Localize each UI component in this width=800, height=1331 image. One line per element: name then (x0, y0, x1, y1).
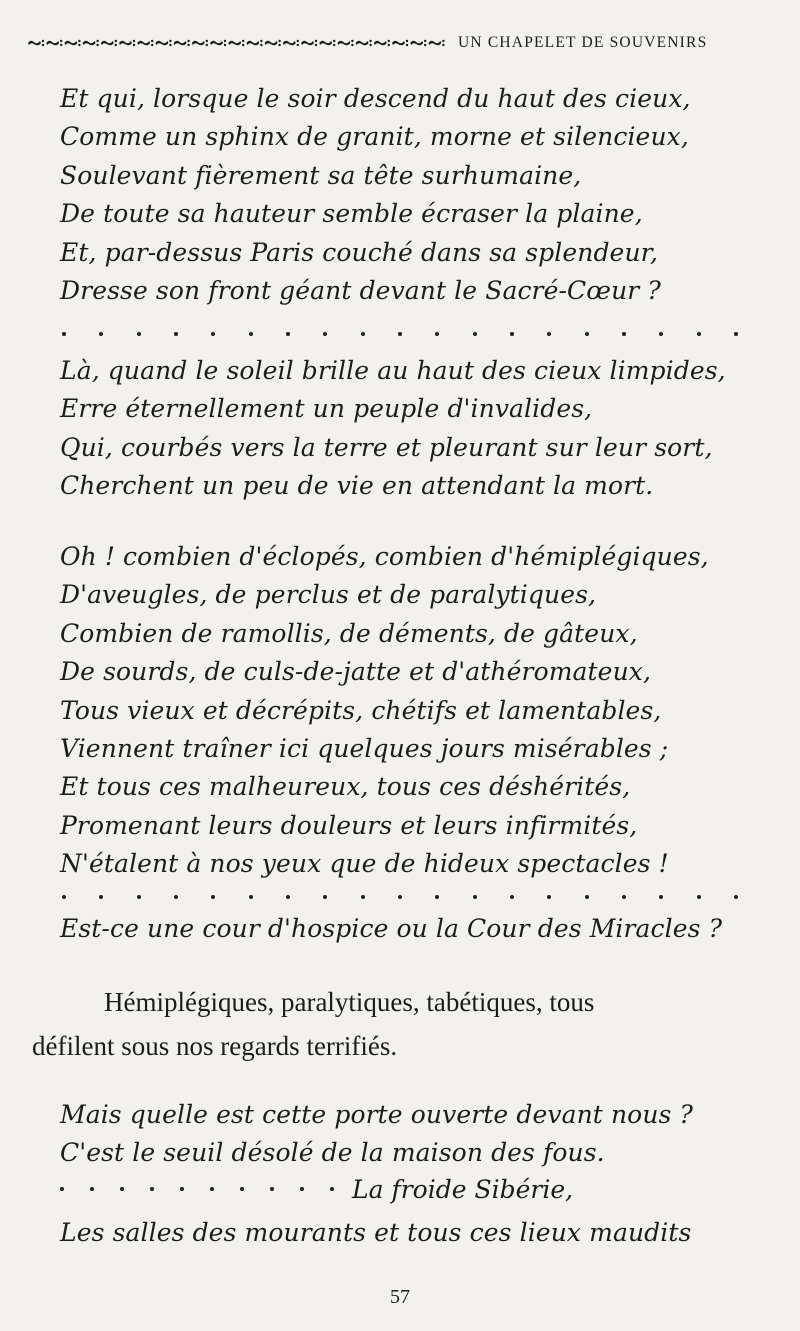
ellipsis-dot (180, 1187, 184, 1191)
ellipsis-dot (547, 895, 551, 899)
ellipsis-dot (323, 332, 327, 336)
ellipsis-dot (622, 332, 626, 336)
ellipsis-dot (659, 895, 663, 899)
ellipsis-dot (734, 332, 738, 336)
verse-line: Comme un sphinx de granit, morne et silencieux, (60, 122, 689, 152)
verse-line: Soulevant fièrement sa tête surhumaine, (60, 160, 582, 190)
ellipsis-dot (398, 332, 402, 336)
ellipsis-dot (270, 1187, 274, 1191)
ellipsis-dot (174, 895, 178, 899)
verse-line: Et, par-dessus Paris couché dans sa splendeur, (60, 237, 658, 267)
ellipsis-dot (435, 895, 439, 899)
verse-line: Là, quand le soleil brille au haut des cieux limpides, (60, 356, 726, 385)
page-header (28, 32, 768, 54)
verse-line: Et qui, lorsque le soir descend du haut des cieux, (60, 84, 691, 113)
verse-line: Mais quelle est cette porte ouverte devant nous ? (60, 1100, 694, 1129)
ellipsis-dot (510, 332, 514, 336)
ellipsis-dot (585, 895, 589, 899)
ellipsis-dot (286, 332, 290, 336)
ellipsis-dot (585, 332, 589, 336)
ellipsis-dot (137, 332, 141, 336)
verse-line: De sourds, de culs-de-jatte et d'athéromateux, (60, 657, 652, 687)
ellipsis-dot (286, 895, 290, 899)
verse-line: Oh ! combien d'éclopés, combien d'hémiplégiques, (60, 542, 709, 571)
ellipsis-dot (249, 895, 253, 899)
prose-paragraph (32, 980, 768, 1068)
ellipsis-row (62, 892, 738, 902)
ellipsis-dot (60, 1187, 64, 1191)
verse-line: Tous vieux et décrépits, chétifs et lamentables, (60, 695, 662, 725)
ellipsis-inline (60, 1187, 334, 1191)
prose-line: défilent sous nos regards terrifiés. (32, 1031, 398, 1061)
ellipsis-dot (210, 1187, 214, 1191)
ellipsis-dot (361, 332, 365, 336)
prose-line: Hémiplégiques, paralytiques, tabétiques, tous (104, 987, 595, 1017)
stanza-3 (60, 538, 709, 884)
verse-line: Qui, courbés vers la terre et pleurant sur leur sort, (60, 432, 713, 462)
verse-line: Promenant leurs douleurs et leurs infirmités, (60, 810, 638, 840)
ellipsis-dot (435, 332, 439, 336)
verse-line: Cherchent un peu de vie en attendant la mort. (60, 471, 654, 501)
verse-line: Est-ce une cour d'hospice ou la Cour des Miracles ? (60, 914, 723, 943)
stanza-1 (60, 80, 691, 310)
verse-line: N'étalent à nos yeux que de hideux spectacles ! (60, 849, 669, 879)
running-title: UN CHAPELET DE SOUVENIRS (458, 34, 708, 51)
ellipsis-dot (300, 1187, 304, 1191)
ellipsis-dot (150, 1187, 154, 1191)
ellipsis-dot (734, 895, 738, 899)
ellipsis-dot (62, 332, 66, 336)
ellipsis-dot (398, 895, 402, 899)
ellipsis-dot (240, 1187, 244, 1191)
verse-line: C'est le seuil désolé de la maison des fous. (60, 1138, 605, 1168)
ellipsis-dot (249, 332, 253, 336)
ellipsis-dot (323, 895, 327, 899)
ellipsis-dot (361, 895, 365, 899)
ellipsis-dot (473, 332, 477, 336)
ellipsis-dot (174, 332, 178, 336)
ellipsis-dot (547, 332, 551, 336)
verse-line-with-ellipsis (60, 1170, 760, 1208)
stanza-5 (60, 1096, 693, 1173)
verse-line: De toute sa hauteur semble écraser la plaine, (60, 199, 643, 229)
verse-line: La froide Sibérie, (352, 1174, 574, 1204)
verse-line: Dresse son front géant devant le Sacré-Cœur ? (60, 275, 661, 305)
ellipsis-dot (659, 332, 663, 336)
ellipsis-dot (99, 332, 103, 336)
ellipsis-dot (473, 895, 477, 899)
verse-line: Erre éternellement un peuple d'invalides, (60, 394, 593, 424)
verse-line: Viennent traîner ici quelques jours misérables ; (60, 733, 669, 763)
verse-line: D'aveugles, de perclus et de paralytiques, (60, 580, 597, 610)
ellipsis-dot (120, 1187, 124, 1191)
ellipsis-dot (330, 1187, 334, 1191)
ellipsis-dot (137, 895, 141, 899)
fleuron-border-icon (28, 37, 446, 49)
verse-line: Et tous ces malheureux, tous ces déshérités, (60, 772, 631, 802)
ellipsis-dot (697, 332, 701, 336)
page-number: 57 (390, 1286, 410, 1308)
ellipsis-dot (510, 895, 514, 899)
stanza-4 (60, 910, 722, 948)
verse-line: Combien de ramollis, de déments, de gâteux, (60, 618, 638, 648)
ellipsis-dot (90, 1187, 94, 1191)
ellipsis-dot (62, 895, 66, 899)
stanza-2 (60, 352, 726, 506)
ellipsis-row (62, 329, 738, 339)
verse-line: Les salles des mourants et tous ces lieux maudits (60, 1218, 692, 1247)
ellipsis-dot (622, 895, 626, 899)
ellipsis-dot (211, 895, 215, 899)
ellipsis-dot (211, 332, 215, 336)
stanza-5-end (60, 1214, 691, 1252)
ellipsis-dot (697, 895, 701, 899)
ellipsis-dot (99, 895, 103, 899)
